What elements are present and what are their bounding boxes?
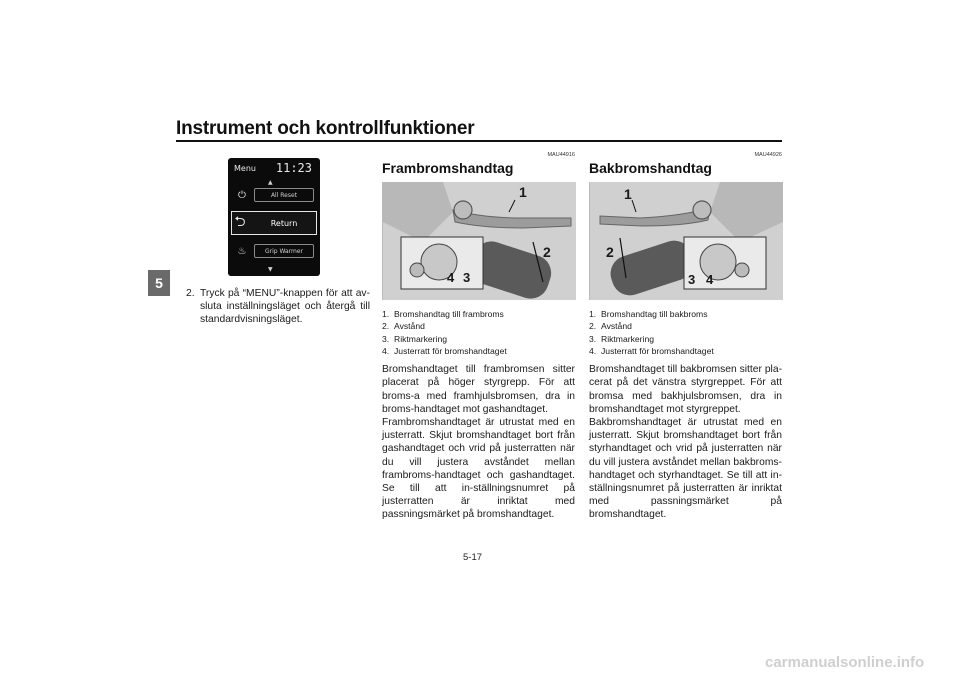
callout-4: 4 [447,270,455,285]
display-item-return [231,211,317,235]
step-instruction [186,287,370,327]
display-menu-label: Menu [234,164,256,173]
section-code: MAU44926 [754,152,782,158]
figure-legend [589,308,782,357]
display-item-grip-warmer [234,242,314,260]
display-item-label: Grip Warmer [254,244,314,258]
callout-2: 2 [606,244,614,260]
front-brake-section [382,152,575,522]
section-code: MAU44916 [547,152,575,158]
legend-item: 2. Avstånd [589,321,632,332]
legend-item: 4. Justerratt för bromshandtaget [382,345,507,356]
callout-3: 3 [463,270,471,285]
header-rule [176,140,782,142]
legend-item: 2. Avstånd [382,321,425,332]
legend-item: 3. Riktmarkering [589,333,655,344]
body-paragraph: Frambromshandtaget är utrustat med en justerratt. Skjut bromshandtaget bort från gashandtaget och vrid på justerratten när du vill justera avståndet mellan frambroms-handtaget och gashandtaget. Se till att in-ställningsnumret på justerratten är inriktat med passningsmärket på bromshandtaget. [382,417,575,521]
instrument-display [228,158,320,276]
body-paragraph: Bromshandtaget till bakbromsen sitter pla-cerat på det vänstra styrgreppet. För att bromsa med bakhjulsbromsen, dra in bromshandtaget mot styrgreppet. [589,364,782,415]
step-number: 2. [186,288,195,299]
body-paragraph: Bromshandtaget till frambromsen sitter placerat på höger styrgrepp. För att broms-a med framhjulsbromsen, dra in broms-handtaget mot gashandtaget. [382,364,575,415]
legend-item: 1. Bromshandtag till frambroms [382,309,504,319]
callout-3: 3 [688,272,696,287]
display-clock: 11:23 [275,161,312,175]
power-icon: ⏻ [238,189,246,201]
body-paragraph: Bakbromshandtaget är utrustat med en justerratt. Skjut bromshandtaget bort från styrhandtaget och vrid på justerratten när du vill justera avståndet mellan bakbroms-handtaget och styrhandtaget. Se till att in-ställningsnumret på justerratten är inriktat med passningsmärket på bromshandtaget. [589,417,782,521]
callout-1: 1 [624,186,632,202]
legend-item: 4. Justerratt för bromshandtaget [589,345,714,356]
page-number: 5-17 [463,552,483,563]
rear-brake-lever-photo [589,182,783,300]
grip-warmer-icon: ♨ [237,245,247,257]
callout-4: 4 [706,272,714,287]
section-title: Bakbromshandtag [589,160,712,176]
legend-item: 1. Bromshandtag till bakbroms [589,309,708,319]
rear-brake-section [589,152,782,522]
display-item-all-reset [234,186,314,204]
callout-2: 2 [543,244,551,260]
section-title: Frambromshandtag [382,160,514,176]
chapter-tab: 5 [148,270,170,296]
scroll-up-arrow-icon: ▲ [268,179,273,186]
callout-1: 1 [519,184,527,200]
legend-item: 3. Riktmarkering [382,333,448,344]
page-header-title: Instrument och kontrollfunktioner [176,118,475,139]
step-text: Tryck på “MENU”-knappen för att av-sluta inställningsläget och återgå till standardvisningsläget. [200,288,370,326]
display-item-label: All Reset [254,188,314,202]
return-arrow-icon: ⮌ [234,214,246,230]
front-brake-lever-photo [382,182,576,300]
figure-legend [382,308,575,357]
watermark: carmanualsonline.info [765,654,925,671]
display-item-label: Return [270,218,298,228]
scroll-down-arrow-icon: ▼ [268,266,273,273]
